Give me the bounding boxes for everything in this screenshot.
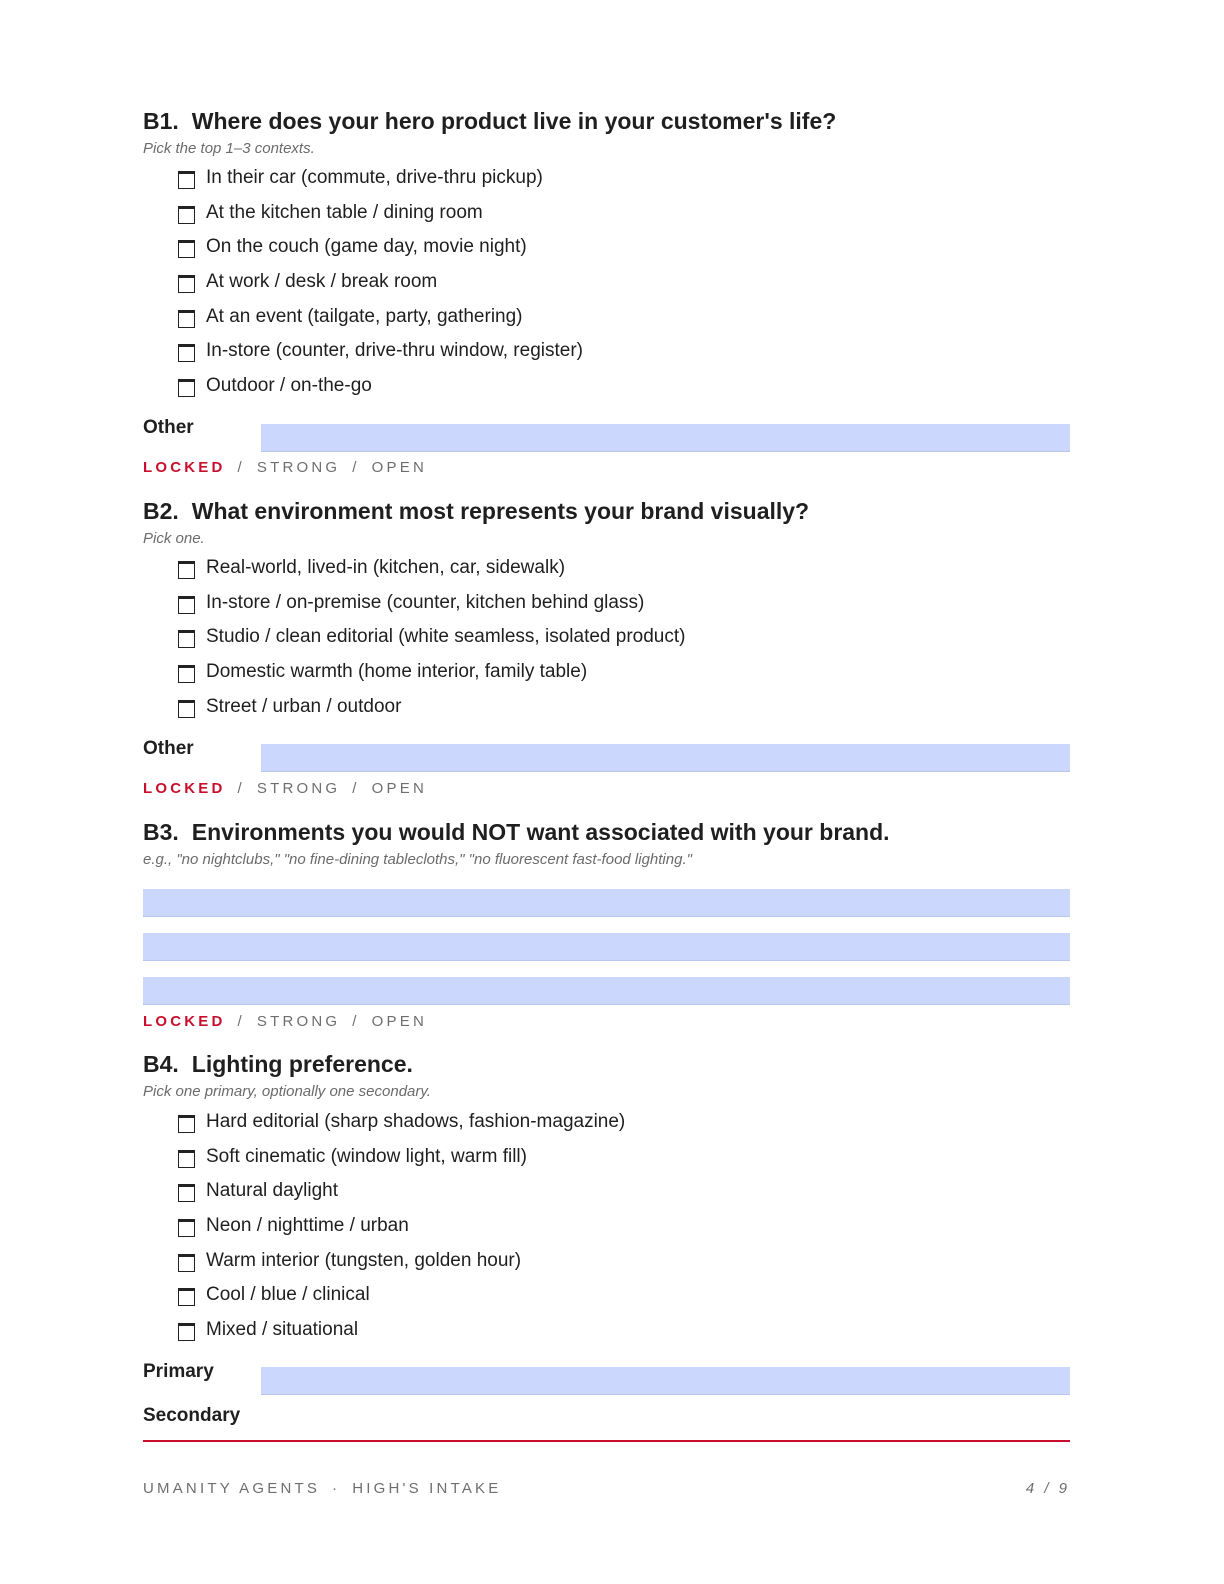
checkbox[interactable] [178,344,195,362]
b2-option[interactable] [178,591,644,615]
b1-option[interactable] [178,305,523,329]
option-label: Cool / blue / clinical [206,1284,370,1305]
question-b3-text: Environments you would NOT want associated with your brand. [191,819,890,845]
checkbox[interactable] [178,275,195,293]
b4-option[interactable] [178,1145,527,1169]
confidence-separator: / [237,1013,245,1030]
b1-confidence-scale [143,459,427,477]
option-label: At the kitchen table / dining room [206,202,483,223]
b1-other-field[interactable] [261,424,1070,452]
b4-secondary-field[interactable] [261,1411,1070,1439]
option-label: Domestic warmth (home interior, family table) [206,661,588,682]
b2-option[interactable] [178,625,685,649]
b4-secondary-row [143,1405,1070,1441]
b2-other-field[interactable] [261,744,1070,772]
b4-option[interactable] [178,1318,358,1342]
question-b2-title [143,497,809,525]
confidence-strong[interactable]: STRONG [256,1013,341,1030]
page-number: 4 / 9 [1025,1480,1070,1497]
confidence-open[interactable]: OPEN [371,459,427,476]
checkbox[interactable] [178,630,195,648]
checkbox[interactable] [178,1254,195,1272]
question-b3-number: B3. [143,819,179,845]
option-label: At an event (tailgate, party, gathering) [206,306,523,327]
option-label: Street / urban / outdoor [206,696,402,717]
question-b1-number: B1. [143,108,179,134]
option-label: Hard editorial (sharp shadows, fashion-magazine) [206,1111,626,1132]
b3-answer-line-1[interactable] [143,889,1070,917]
confidence-open[interactable]: OPEN [371,780,427,797]
b1-option[interactable] [178,166,543,190]
b3-answer-line-3[interactable] [143,977,1070,1005]
confidence-separator: / [352,459,360,476]
b1-option[interactable] [178,270,437,294]
question-b4-number: B4. [143,1051,179,1077]
checkbox[interactable] [178,1115,195,1133]
confidence-open[interactable]: OPEN [371,1013,427,1030]
b4-primary-label: Primary [143,1361,214,1382]
b2-other-label: Other [143,738,194,759]
option-label: In-store (counter, drive-thru window, register) [206,340,583,361]
confidence-locked[interactable]: LOCKED [143,1013,226,1030]
question-b1-hint: Pick the top 1–3 contexts. [143,140,315,157]
checkbox[interactable] [178,171,195,189]
question-b4-hint: Pick one primary, optionally one secondary. [143,1083,431,1100]
b1-option[interactable] [178,374,372,398]
option-label: Mixed / situational [206,1319,359,1340]
b1-option[interactable] [178,339,583,363]
checkbox[interactable] [178,596,195,614]
confidence-separator: / [237,780,245,797]
question-b1-text: Where does your hero product live in your customer's life? [191,108,837,134]
b1-option[interactable] [178,201,483,225]
question-b3-title [143,818,890,846]
checkbox[interactable] [178,700,195,718]
checkbox[interactable] [178,1323,195,1341]
confidence-locked[interactable]: LOCKED [143,780,226,797]
b4-option[interactable] [178,1110,625,1134]
b4-primary-field[interactable] [261,1367,1070,1395]
question-b4-title [143,1050,413,1078]
b3-confidence-scale [143,1013,427,1031]
b2-option[interactable] [178,695,401,719]
footer-brand-name: UMANITY AGENTS [143,1480,321,1497]
footer-divider-line [143,1440,1070,1442]
confidence-strong[interactable]: STRONG [256,459,341,476]
option-label: In-store / on-premise (counter, kitchen behind glass) [206,592,645,613]
checkbox[interactable] [178,561,195,579]
b1-other-row [143,417,1070,453]
checkbox[interactable] [178,665,195,683]
option-label: Warm interior (tungsten, golden hour) [206,1250,522,1271]
b4-primary-row [143,1361,1070,1397]
question-b4-text: Lighting preference. [191,1051,413,1077]
question-b3-hint: e.g., "no nightclubs," "no fine-dining tablecloths," "no fluorescent fast-food lighting." [143,851,692,868]
option-label: Outdoor / on-the-go [206,375,372,396]
question-b1-title [143,107,836,135]
confidence-separator: / [352,1013,360,1030]
option-label: At work / desk / break room [206,271,438,292]
b4-option[interactable] [178,1249,521,1273]
checkbox[interactable] [178,206,195,224]
b2-option[interactable] [178,556,565,580]
option-label: Real-world, lived-in (kitchen, car, sidewalk) [206,557,566,578]
option-label: In their car (commute, drive-thru pickup) [206,167,543,188]
confidence-locked[interactable]: LOCKED [143,459,226,476]
b2-confidence-scale [143,780,427,798]
checkbox[interactable] [178,310,195,328]
confidence-separator: / [352,780,360,797]
footer-brand [143,1480,501,1497]
confidence-strong[interactable]: STRONG [256,780,341,797]
b4-secondary-label: Secondary [143,1405,241,1426]
checkbox[interactable] [178,240,195,258]
checkbox[interactable] [178,1150,195,1168]
question-b2-hint: Pick one. [143,530,205,547]
footer-divider-dot: · [332,1480,341,1497]
b4-option[interactable] [178,1214,409,1238]
checkbox[interactable] [178,1219,195,1237]
option-label: Neon / nighttime / urban [206,1215,409,1236]
option-label: Studio / clean editorial (white seamless, isolated product) [206,626,686,647]
b2-other-row [143,738,1070,774]
b1-option[interactable] [178,235,527,259]
option-label: Natural daylight [206,1180,339,1201]
b4-option[interactable] [178,1179,338,1203]
checkbox[interactable] [178,1288,195,1306]
b3-answer-line-2[interactable] [143,933,1070,961]
option-label: On the couch (game day, movie night) [206,236,527,257]
b2-option[interactable] [178,660,587,684]
b1-other-label: Other [143,417,194,438]
option-label: Soft cinematic (window light, warm fill) [206,1146,527,1167]
footer-doc-name: HIGH'S INTAKE [352,1480,502,1497]
b4-option[interactable] [178,1283,370,1307]
question-b2-text: What environment most represents your brand visually? [191,498,810,524]
checkbox[interactable] [178,379,195,397]
checkbox[interactable] [178,1184,195,1202]
question-b2-number: B2. [143,498,179,524]
confidence-separator: / [237,459,245,476]
